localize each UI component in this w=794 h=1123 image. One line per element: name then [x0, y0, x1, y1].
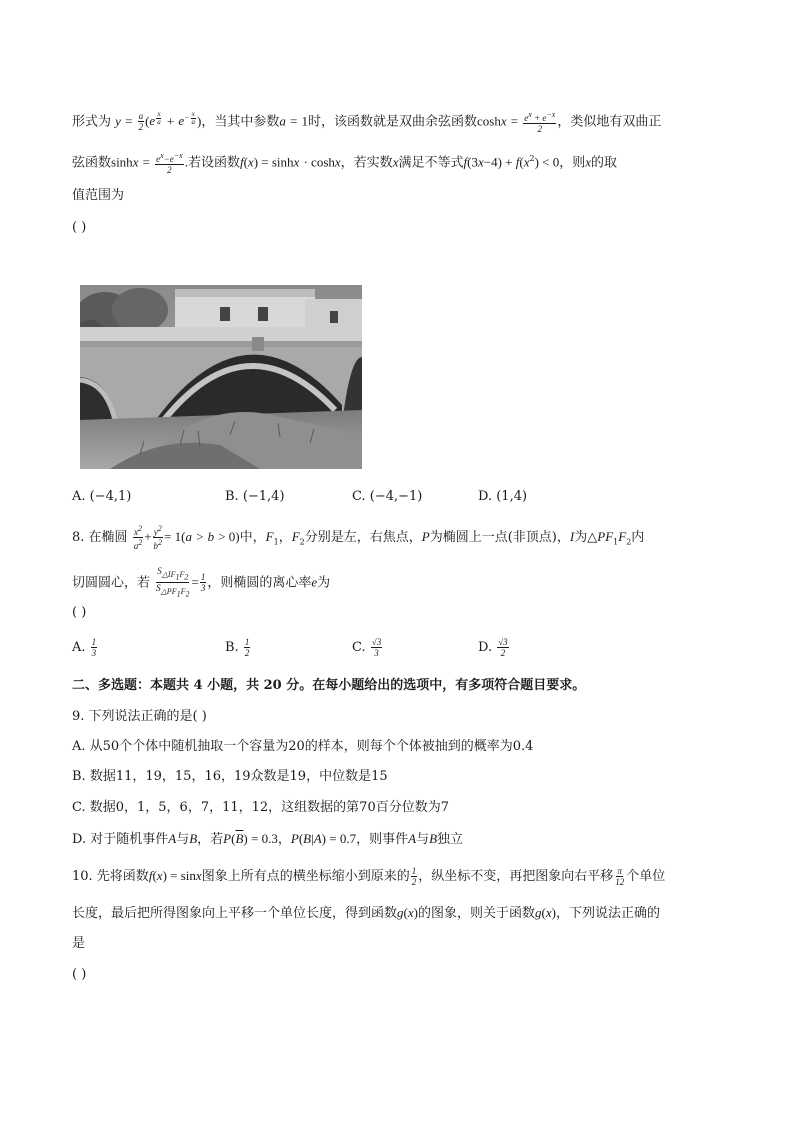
fraction: $\frac{y^2}{b^2}$ — [153, 524, 163, 551]
q7-option-a: A. (−4,1) — [72, 489, 132, 504]
q7-text: ，当其中参数 — [201, 114, 280, 130]
fraction: $\frac{e^x-e^{-x}}{2}$ — [156, 150, 183, 175]
q7-text: 若设函数 — [187, 155, 240, 171]
q8-text: 内 — [631, 530, 645, 545]
fraction: $\frac{1}{3}$ — [200, 572, 206, 594]
q7-text: ，类似地有双曲正 — [557, 114, 662, 130]
fraction: $\frac{x^2}{a^2}$ — [133, 524, 143, 551]
q7-option-d: D. (1,4) — [478, 489, 528, 504]
q10-line-2: 长度，最后把所得图象向上平移一个单位长度，得到函数g(x)的图象，则关于函数g(x)，下列说法正确的 — [72, 905, 660, 921]
q8-option-b: B. $\frac{1}{2}$ — [225, 637, 250, 658]
fraction: $\frac{S_{\triangle IF_1F_2}}{S_{\triangle PF_1F_2}}$ — [156, 566, 190, 599]
q9-option-b: B. 数据11，19，15，16，19众数是19，中位数是15 — [72, 769, 388, 784]
q8-text: 8. 在椭圆 — [72, 530, 128, 545]
q7-text: ，则 — [559, 155, 586, 171]
q8-text: 为椭圆上一点(非顶点)， — [429, 530, 570, 545]
q8-text: 中， — [239, 530, 266, 545]
q9-stem: 9. 下列说法正确的是( ) — [72, 709, 207, 724]
q10-line-3: 是 — [72, 936, 86, 951]
q8-line-2: 切圆圆心，若 $\frac{S_{\triangle IF_1F_2}}{S_{\triangle PF_1F_2}}$ = $\frac{1}{3}$ ，则椭圆的离心率e为 — [72, 566, 331, 599]
section-2-title: 二、多选题：本题共 4 小题，共 20 分。在每小题给出的选项中，有多项符合题目要求。 — [72, 678, 586, 693]
q8-text: 分别是左，右焦点， — [304, 530, 422, 545]
q9-option-c: C. 数据0，1，5，6，7，11，12，这组数据的第70百分位数为7 — [72, 800, 450, 815]
q8-text: 为 — [574, 530, 588, 545]
q8-text: ，则椭圆的离心率 — [207, 575, 312, 591]
q8-text: 为 — [317, 575, 331, 591]
q7-line-1: 形式为 y = $\frac{a}{2}$ (e $^{\frac{x}{a}}$ + $e^{- \frac{x}{a}}$ )，当其中参数a = 1时，该函数就是双曲余弦函数coshx = $\frac{e^x + e^{-x}}{2}$ ，类似地有双曲正 — [72, 109, 662, 134]
q7-text: 的取 — [591, 155, 618, 171]
q7-option-c: C. (−4,−1) — [352, 489, 423, 504]
q8-line-1: 8. 在椭圆 $\frac{x^2}{a^2}$ + $\frac{y^2}{b^2}$ = 1(a > b > 0)中，$F_1$，$F_2$分别是左，右焦点，P为椭圆上一点(非顶点)，I为$\triangle PF_1F_2$内 — [72, 524, 645, 551]
q9-option-d: D. 对于随机事件A与B，若$P(\overline{B}) = 0.3$，P(B|A) = 0.7，则事件A与B独立 — [72, 831, 464, 847]
q8-option-c: C. $\frac{√3}{3}$ — [352, 637, 382, 658]
bridge-photo — [80, 285, 362, 469]
q7-text: 时，该函数就是双曲余弦函数 — [307, 114, 477, 130]
q7-line-2: 弦函数sinhx = $\frac{e^x-e^{-x}}{2}$ .若设函数f(x) = sinhx · coshx，若实数x满足不等式$f(3x-4) + f(x^2) < 0$，则x的取 — [72, 150, 618, 175]
q7-text: 弦函数 — [72, 155, 112, 171]
q7-answer-paren: ( ) — [72, 220, 87, 235]
fraction: $\frac{a}{2}$ — [138, 111, 144, 133]
q10-line-1: 10. 先将函数f(x) = sinx图象上所有点的横坐标缩小到原来的 $\frac{1}{2}$ ，纵坐标不变，再把图象向右平移 $\frac{\pi}{12}$ 个单位 — [72, 866, 666, 887]
q8-option-a: A. $\frac{1}{3}$ — [72, 637, 97, 658]
q10-answer-paren: ( ) — [72, 967, 87, 982]
q8-text: 切圆圆心，若 — [72, 575, 151, 591]
q9-option-a: A. 从50个个体中随机抽取一个容量为20的样本，则每个个体被抽到的概率为0.4 — [72, 739, 534, 754]
q7-text: ，若实数 — [340, 155, 393, 171]
q7-text: 形式为 — [72, 114, 112, 130]
q8-answer-paren: ( ) — [72, 605, 87, 620]
q7-option-b: B. (−1,4) — [225, 489, 285, 504]
q7-text: 满足不等式 — [398, 155, 464, 171]
fraction: $\frac{e^x + e^{-x}}{2}$ — [524, 109, 556, 134]
q8-option-d: D. $\frac{√3}{2}$ — [478, 637, 508, 658]
q7-line-3: 值范围为 — [72, 188, 125, 203]
